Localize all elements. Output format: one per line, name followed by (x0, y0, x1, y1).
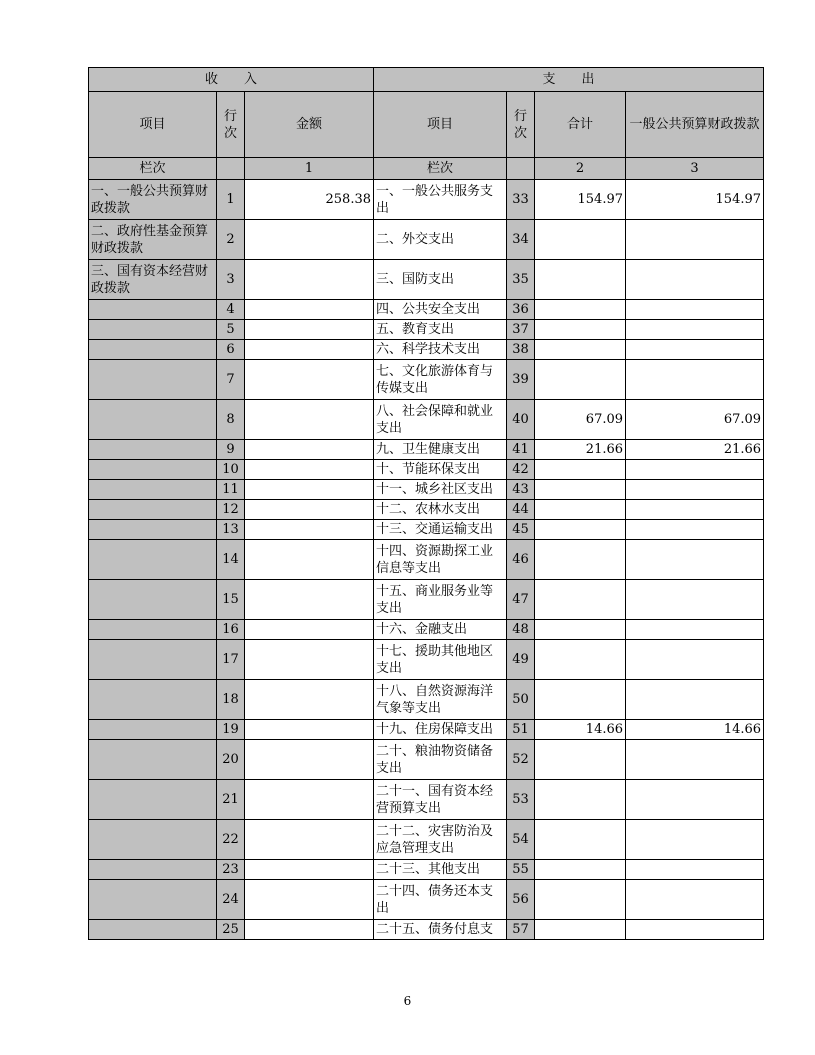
expense-total-cell (535, 680, 626, 720)
expense-item-cell: 四、公共安全支出 (374, 300, 507, 320)
income-item-cell (89, 720, 217, 740)
col-expense-row-no: 行次 (507, 92, 535, 158)
income-row-no-cell: 21 (217, 780, 245, 820)
expense-item-cell: 七、文化旅游体育与传媒支出 (374, 360, 507, 400)
expense-item-cell: 十、节能环保支出 (374, 460, 507, 480)
expense-general-budget-cell (626, 360, 764, 400)
expense-item-cell: 十六、金融支出 (374, 620, 507, 640)
index-income-row-no (217, 158, 245, 180)
income-item-cell (89, 300, 217, 320)
income-row-no-cell: 23 (217, 860, 245, 880)
expense-item-cell: 二十一、国有资本经营预算支出 (374, 780, 507, 820)
income-item-cell (89, 780, 217, 820)
expense-total-cell (535, 300, 626, 320)
expense-row-no-cell: 47 (507, 580, 535, 620)
table-row (89, 440, 764, 460)
expense-general-budget-cell (626, 480, 764, 500)
table-row (89, 920, 764, 940)
index-expense-general-budget: 3 (626, 158, 764, 180)
expense-total-cell (535, 460, 626, 480)
income-row-no-cell: 1 (217, 180, 245, 220)
income-amount-cell (245, 740, 374, 780)
expense-row-no-cell: 35 (507, 260, 535, 300)
income-item-cell: 一、一般公共预算财政拨款 (89, 180, 217, 220)
col-expense-total: 合计 (535, 92, 626, 158)
income-amount-cell (245, 640, 374, 680)
expense-row-no-cell: 57 (507, 920, 535, 940)
table-row (89, 580, 764, 620)
expense-item-cell: 二十四、债务还本支出 (374, 880, 507, 920)
table-row (89, 540, 764, 580)
expense-general-budget-cell (626, 860, 764, 880)
expense-total-cell (535, 880, 626, 920)
income-row-no-cell: 25 (217, 920, 245, 940)
expense-total-cell: 67.09 (535, 400, 626, 440)
expense-item-cell: 三、国防支出 (374, 260, 507, 300)
expense-item-cell: 一、一般公共服务支出 (374, 180, 507, 220)
income-row-no-cell: 16 (217, 620, 245, 640)
index-income-label: 栏次 (89, 158, 217, 180)
income-amount-cell (245, 720, 374, 740)
income-row-no-cell: 2 (217, 220, 245, 260)
income-row-no-cell: 15 (217, 580, 245, 620)
income-amount-cell (245, 220, 374, 260)
income-item-cell (89, 400, 217, 440)
income-item-cell (89, 920, 217, 940)
expense-total-cell (535, 480, 626, 500)
income-amount-cell (245, 880, 374, 920)
income-amount-cell (245, 260, 374, 300)
expense-total-cell (535, 500, 626, 520)
income-amount-cell (245, 620, 374, 640)
income-amount-cell (245, 500, 374, 520)
col-expense-general-budget: 一般公共预算财政拨款 (626, 92, 764, 158)
income-item-cell (89, 640, 217, 680)
expense-total-cell (535, 520, 626, 540)
column-header-row (89, 92, 764, 158)
expense-item-cell: 十五、商业服务业等支出 (374, 580, 507, 620)
income-amount-cell (245, 440, 374, 460)
income-item-cell (89, 440, 217, 460)
income-amount-cell (245, 860, 374, 880)
expense-item-cell: 二十五、债务付息支 (374, 920, 507, 940)
col-income-item: 项目 (89, 92, 217, 158)
expense-general-budget-cell (626, 740, 764, 780)
income-row-no-cell: 14 (217, 540, 245, 580)
expense-general-budget-cell (626, 880, 764, 920)
budget-table (88, 67, 764, 940)
expense-item-cell: 五、教育支出 (374, 320, 507, 340)
expense-total-cell (535, 820, 626, 860)
income-item-cell (89, 540, 217, 580)
income-item-cell (89, 620, 217, 640)
expense-general-budget-cell (626, 340, 764, 360)
expense-item-cell: 八、社会保障和就业支出 (374, 400, 507, 440)
table-row (89, 820, 764, 860)
expense-general-budget-cell (626, 820, 764, 860)
index-expense-total: 2 (535, 158, 626, 180)
expense-total-cell (535, 320, 626, 340)
income-row-no-cell: 18 (217, 680, 245, 720)
expense-item-cell: 十八、自然资源海洋气象等支出 (374, 680, 507, 720)
expense-total-cell (535, 220, 626, 260)
expense-total-cell (535, 740, 626, 780)
expense-item-cell: 六、科学技术支出 (374, 340, 507, 360)
income-row-no-cell: 10 (217, 460, 245, 480)
expense-total-cell (535, 360, 626, 400)
income-row-no-cell: 8 (217, 400, 245, 440)
table-row (89, 400, 764, 440)
expense-row-no-cell: 45 (507, 520, 535, 540)
income-item-cell (89, 520, 217, 540)
expense-general-budget-cell: 67.09 (626, 400, 764, 440)
income-item-cell: 二、政府性基金预算财政拨款 (89, 220, 217, 260)
expense-row-no-cell: 56 (507, 880, 535, 920)
income-amount-cell (245, 480, 374, 500)
expense-row-no-cell: 46 (507, 540, 535, 580)
expense-general-budget-cell (626, 640, 764, 680)
income-row-no-cell: 4 (217, 300, 245, 320)
expense-row-no-cell: 54 (507, 820, 535, 860)
expense-row-no-cell: 38 (507, 340, 535, 360)
table-row (89, 460, 764, 480)
index-income-amount: 1 (245, 158, 374, 180)
expense-total-cell (535, 640, 626, 680)
expense-total-cell (535, 340, 626, 360)
income-item-cell (89, 880, 217, 920)
expense-general-budget-cell: 154.97 (626, 180, 764, 220)
income-amount-cell (245, 920, 374, 940)
expense-total-cell: 14.66 (535, 720, 626, 740)
table-row (89, 680, 764, 720)
table-row (89, 180, 764, 220)
table-row (89, 320, 764, 340)
income-item-cell (89, 480, 217, 500)
income-row-no-cell: 24 (217, 880, 245, 920)
expense-general-budget-cell (626, 540, 764, 580)
table-row (89, 720, 764, 740)
income-item-cell (89, 340, 217, 360)
income-row-no-cell: 13 (217, 520, 245, 540)
expense-row-no-cell: 34 (507, 220, 535, 260)
expense-item-cell: 十四、资源勘探工业信息等支出 (374, 540, 507, 580)
income-row-no-cell: 20 (217, 740, 245, 780)
col-income-row-no: 行次 (217, 92, 245, 158)
expense-total-cell (535, 620, 626, 640)
expense-row-no-cell: 48 (507, 620, 535, 640)
expense-general-budget-cell (626, 620, 764, 640)
expense-item-cell: 十二、农林水支出 (374, 500, 507, 520)
income-amount-cell (245, 520, 374, 540)
income-row-no-cell: 9 (217, 440, 245, 460)
table-row (89, 220, 764, 260)
expense-total-cell (535, 260, 626, 300)
expense-general-budget-cell (626, 920, 764, 940)
expense-row-no-cell: 37 (507, 320, 535, 340)
income-row-no-cell: 5 (217, 320, 245, 340)
expense-general-budget-cell (626, 520, 764, 540)
expense-total-cell (535, 580, 626, 620)
table-row (89, 780, 764, 820)
expense-row-no-cell: 33 (507, 180, 535, 220)
expense-row-no-cell: 49 (507, 640, 535, 680)
income-amount-cell (245, 460, 374, 480)
expense-row-no-cell: 52 (507, 740, 535, 780)
expense-item-cell: 十九、住房保障支出 (374, 720, 507, 740)
expense-general-budget-cell (626, 260, 764, 300)
table-body (89, 180, 764, 940)
table-row (89, 360, 764, 400)
page-number: 6 (403, 994, 412, 1008)
income-item-cell (89, 820, 217, 860)
income-amount-cell: 258.38 (245, 180, 374, 220)
income-amount-cell (245, 580, 374, 620)
income-amount-cell (245, 300, 374, 320)
table-row (89, 860, 764, 880)
expense-general-budget-cell: 14.66 (626, 720, 764, 740)
column-index-row (89, 158, 764, 180)
expense-row-no-cell: 41 (507, 440, 535, 460)
income-amount-cell (245, 320, 374, 340)
expense-item-cell: 十一、城乡社区支出 (374, 480, 507, 500)
expense-row-no-cell: 53 (507, 780, 535, 820)
income-row-no-cell: 19 (217, 720, 245, 740)
expense-row-no-cell: 50 (507, 680, 535, 720)
expense-section-header: 支 出 (374, 68, 764, 92)
income-row-no-cell: 17 (217, 640, 245, 680)
expense-row-no-cell: 43 (507, 480, 535, 500)
expense-item-cell: 二十、粮油物资储备支出 (374, 740, 507, 780)
index-expense-label: 栏次 (374, 158, 507, 180)
income-row-no-cell: 22 (217, 820, 245, 860)
income-amount-cell (245, 360, 374, 400)
income-row-no-cell: 6 (217, 340, 245, 360)
income-item-cell (89, 860, 217, 880)
table-row (89, 260, 764, 300)
expense-row-no-cell: 36 (507, 300, 535, 320)
table-row (89, 620, 764, 640)
income-item-cell (89, 460, 217, 480)
table-row (89, 520, 764, 540)
expense-general-budget-cell (626, 780, 764, 820)
income-amount-cell (245, 400, 374, 440)
expense-general-budget-cell: 21.66 (626, 440, 764, 460)
income-row-no-cell: 7 (217, 360, 245, 400)
expense-general-budget-cell (626, 320, 764, 340)
income-row-no-cell: 12 (217, 500, 245, 520)
expense-total-cell (535, 780, 626, 820)
expense-total-cell: 154.97 (535, 180, 626, 220)
expense-general-budget-cell (626, 300, 764, 320)
expense-total-cell (535, 860, 626, 880)
income-item-cell (89, 680, 217, 720)
table-row (89, 740, 764, 780)
income-item-cell (89, 320, 217, 340)
income-section-header: 收 入 (89, 68, 374, 92)
expense-general-budget-cell (626, 500, 764, 520)
income-amount-cell (245, 680, 374, 720)
income-item-cell (89, 580, 217, 620)
expense-general-budget-cell (626, 680, 764, 720)
income-item-cell (89, 740, 217, 780)
expense-row-no-cell: 44 (507, 500, 535, 520)
table-row (89, 500, 764, 520)
expense-row-no-cell: 42 (507, 460, 535, 480)
expense-general-budget-cell (626, 580, 764, 620)
income-row-no-cell: 3 (217, 260, 245, 300)
income-amount-cell (245, 340, 374, 360)
expense-item-cell: 九、卫生健康支出 (374, 440, 507, 460)
expense-item-cell: 二、外交支出 (374, 220, 507, 260)
table-row (89, 640, 764, 680)
expense-item-cell: 二十三、其他支出 (374, 860, 507, 880)
expense-general-budget-cell (626, 220, 764, 260)
expense-item-cell: 十三、交通运输支出 (374, 520, 507, 540)
expense-row-no-cell: 55 (507, 860, 535, 880)
col-expense-item: 项目 (374, 92, 507, 158)
expense-item-cell: 十七、援助其他地区支出 (374, 640, 507, 680)
income-row-no-cell: 11 (217, 480, 245, 500)
expense-item-cell: 二十二、灾害防治及应急管理支出 (374, 820, 507, 860)
index-expense-row-no (507, 158, 535, 180)
table-row (89, 480, 764, 500)
expense-total-cell: 21.66 (535, 440, 626, 460)
table-row (89, 880, 764, 920)
expense-general-budget-cell (626, 460, 764, 480)
income-amount-cell (245, 820, 374, 860)
income-amount-cell (245, 540, 374, 580)
table-row (89, 300, 764, 320)
expense-total-cell (535, 540, 626, 580)
table-row (89, 340, 764, 360)
income-item-cell (89, 500, 217, 520)
expense-row-no-cell: 51 (507, 720, 535, 740)
income-amount-cell (245, 780, 374, 820)
expense-row-no-cell: 40 (507, 400, 535, 440)
expense-total-cell (535, 920, 626, 940)
income-item-cell: 三、国有资本经营财政拨款 (89, 260, 217, 300)
section-header-row (89, 68, 764, 92)
col-income-amount: 金额 (245, 92, 374, 158)
expense-row-no-cell: 39 (507, 360, 535, 400)
income-item-cell (89, 360, 217, 400)
